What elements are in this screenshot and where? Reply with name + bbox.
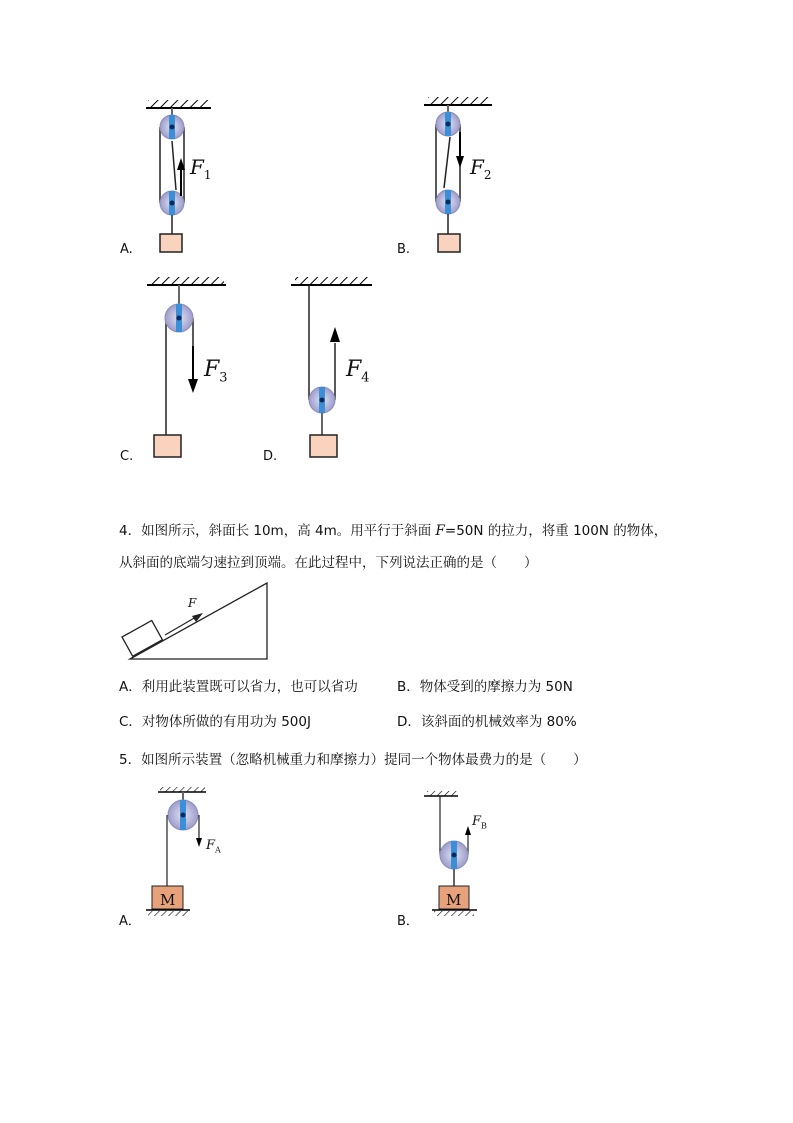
q5-figures <box>0 780 793 930</box>
block-label-a: M <box>160 891 176 909</box>
q5-stem: 5．如图所示装置（忽略机械重力和摩擦力）提同一个物体最费力的是（ ） <box>119 752 587 768</box>
weight-block <box>438 234 460 252</box>
q4-option-b[interactable]: B．物体受到的摩擦力为 50N <box>397 679 573 695</box>
pulley-icon <box>436 190 460 214</box>
force-label-f3: $F_3$ <box>204 357 228 386</box>
q4-option-d[interactable]: D．该斜面的机械效率为 80% <box>397 714 577 730</box>
force-label-fa: $F_A$ <box>206 838 221 855</box>
option-d-label[interactable]: D. <box>263 449 278 464</box>
q5-option-a-label[interactable]: A． <box>119 914 141 929</box>
q4-option-a[interactable]: A．利用此装置既可以省力，也可以省功 <box>119 679 358 695</box>
force-label-f4: $F_4$ <box>346 357 370 386</box>
pulley-icon <box>165 304 193 332</box>
force-label-fb: $F_B$ <box>472 814 487 831</box>
q5-figure-a <box>146 787 206 916</box>
pulley-icon <box>309 387 335 413</box>
weight-block <box>160 234 182 252</box>
incline-force-label: F <box>188 596 197 610</box>
option-c-label[interactable]: C. <box>120 449 134 464</box>
q4-stem-line1: 4．如图所示，斜面长 10m，高 4m。用平行于斜面 F=50N 的拉力，将重 100N 的物体， <box>119 523 668 539</box>
incline-figure <box>110 575 280 665</box>
pulley-icon <box>436 112 460 136</box>
q5-option-b-label[interactable]: B． <box>397 914 419 929</box>
pulley-icon <box>160 115 184 139</box>
q3-figures <box>0 0 793 480</box>
block-label-b: M <box>446 891 462 909</box>
pulley-icon <box>440 841 468 869</box>
pulley-icon <box>168 800 198 830</box>
incline-block <box>122 621 162 657</box>
weight-block <box>310 435 337 457</box>
q4-option-c[interactable]: C．对物体所做的有用功为 500J <box>119 714 311 730</box>
weight-block <box>154 435 181 457</box>
option-a-label[interactable]: A. <box>120 242 133 257</box>
force-label-f2: $F_2$ <box>470 155 492 182</box>
force-label-f1: $F_1$ <box>190 155 212 182</box>
option-b-label[interactable]: B. <box>397 242 411 257</box>
q4-stem-line2: 从斜面的底端匀速拉到顶端。在此过程中，下列说法正确的是（ ） <box>119 555 538 571</box>
